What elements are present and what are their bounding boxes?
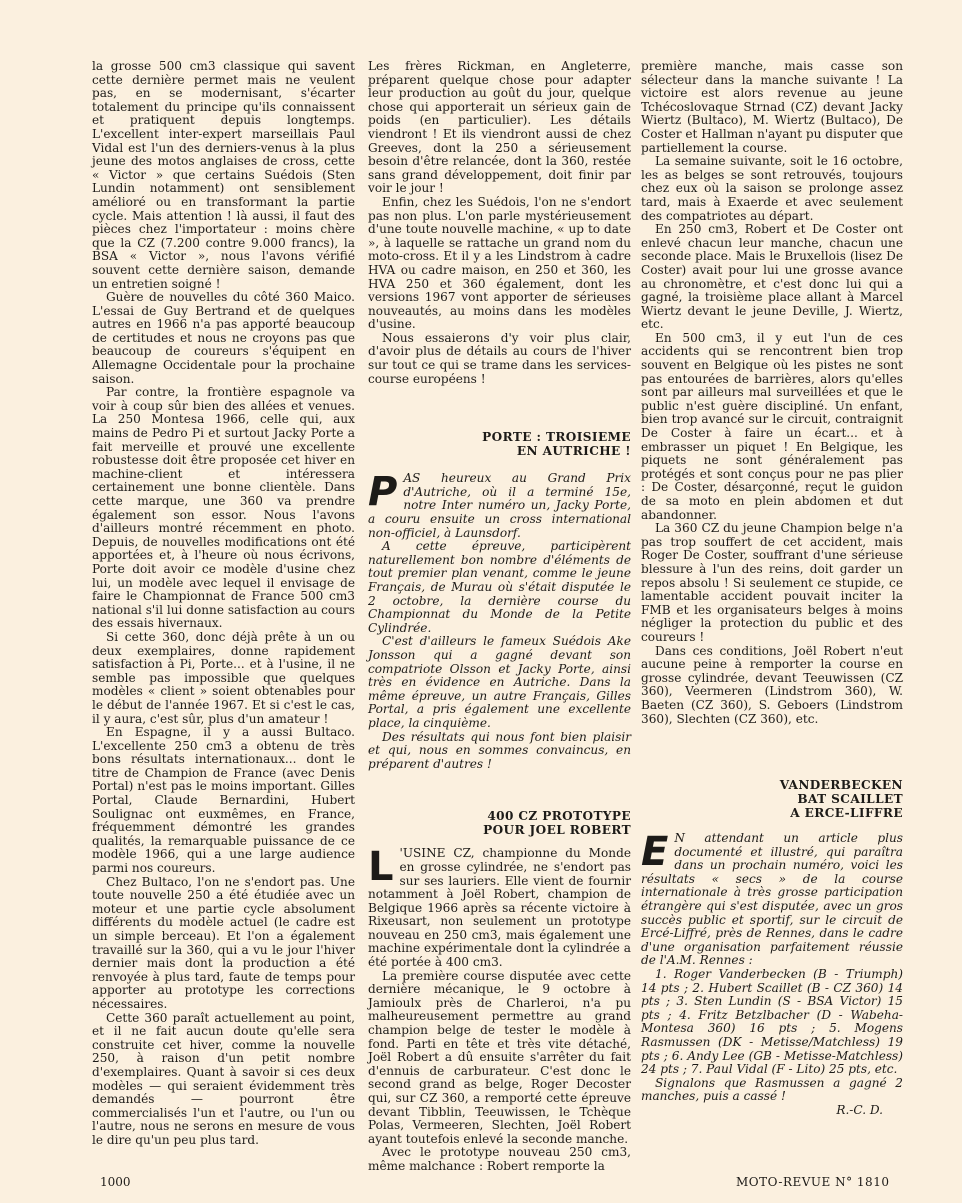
column-right xyxy=(641,60,903,1118)
article-paragraph: Des résultats qui nous font bien plaisir et qui, nous en sommes convaincus, en préparent d'autres ! xyxy=(368,729,631,771)
article-paragraph: Si cette 360, donc déjà prête à un ou deux exemplaires, donne rapidement satisfaction à Pi, Porte... et à l'usine, il ne semble pas impossible que quelques modèles « client » soient obtenables pour le début de l'année 1967. Et si c'est le cas, il y aura, c'est sûr, plus d'un amateur ! xyxy=(92,629,355,726)
article-paragraph: Chez Bultaco, l'on ne s'endort pas. Une toute nouvelle 250 a été étudiée avec un moteur et une partie cycle absolument différents du modèle actuel (le cadre est un simple berceau). Et l'on a également travaillé sur la 360, qui a vu le jour l'hiver dernier mais dont la production a été renvoyée à plus tard, faute de temps pour apporter au prototype les corrections nécessaires. xyxy=(92,874,355,1011)
article-paragraph: C'est d'ailleurs le fameux Suédois Ake Jonsson qui a gagné devant son compatriote Olsson et Jacky Porte, ainsi très en évidence en Autriche. Dans la même épreuve, un autre Français, Gilles Portal, a pris également une excellente place, la cinquième. xyxy=(368,634,631,730)
article-paragraph: A cette épreuve, participèrent naturellement bon nombre d'éléments de tout premier plan venant, comme le jeune Français, de Murau où s'était disputée le 2 octobre, la dernière course du Championnat du Monde de la Petite Cylindrée. xyxy=(368,539,631,635)
drop-cap: E xyxy=(641,829,669,876)
drop-cap-text: 'USINE CZ, championne du Monde en grosse cylindrée, ne s'endort pas sur ses lauriers. Elle vient de fournir notamment à Joël Robert, champion de Belgique 1966 après sa récente victoire à Rixeusart, non seulement un prototype nouveau en 250 cm3, mais également une machine expérimentale dont la cylindrée a été portée à 400 cm3. xyxy=(368,846,631,970)
article-paragraph: Par contre, la frontière espagnole va voir à coup sûr bien des allées et venues. La 250 Montesa 1966, celle qui, aux mains de Pedro Pi et surtout Jacky Porte a fait merveille et prouvé une excellente robustesse doit être proposée cet hiver en machine-client et intéressera certainement une bonne clientèle. Dans cette marque, une 360 va prendre également son essor. Nous l'avons d'ailleurs montré récemment en photo. Depuis, de nouvelles modifications ont été apportées et, à l'heure où nous écrivons, Porte doit avoir ce modèle d'usine chez lui, un modèle avec lequel il envisage de faire le Championnat de France 500 cm3 national s'il lui donne satisfaction au cours des essais hivernaux. xyxy=(92,385,355,631)
article-paragraph: La 360 CZ du jeune Champion belge n'a pas trop souffert de cet accident, mais Roger De Coster, souffrant d'une sérieuse blessure à l'un des reins, doit garder un repos absolu ! Si seulement ce stupide, ce lamentable accident pouvait inciter la FMB et les organisateurs belges à moins négliger la protection du public et des coureurs ! xyxy=(641,521,903,644)
article-paragraph: Enfin, chez les Suédois, l'on ne s'endort pas non plus. L'on parle mystérieusement d'une toute nouvelle machine, « up to date », à laquelle se rattache un grand nom du moto-cross. Et il y a les Lindstrom à cadre HVA ou cadre maison, en 250 et 360, les HVA 250 et 360 également, dont les versions 1967 vont apporter de sérieuses nouveautés, au moins dans les modèles d'usine. xyxy=(368,194,631,332)
article-paragraph: Cette 360 paraît actuellement au point, et il ne fait aucun doute qu'elle sera construite cet hiver, comme la nouvelle 250, à raison d'un petit nombre d'exemplaires. Quant à savoir si ces deux modèles — qui seraient évidemment très demandés — pourront être commercialisés l'un et l'autre, ou l'un ou l'autre, nous ne serons en mesure de vous le dire qu'un peu plus tard. xyxy=(92,1010,355,1147)
article-paragraph: Signalons que Rasmussen a gagné 2 manches, puis a cassé ! xyxy=(641,1075,903,1104)
column-middle xyxy=(368,60,631,1174)
column-left xyxy=(92,60,355,1148)
article-paragraph: 1. Roger Vanderbecken (B - Triumph) 14 pts ; 2. Hubert Scaillet (B - CZ 360) 14 pts ; 3. Sten Lundin (S - BSA Victor) 15 pts ; 4. Fritz Betzlbacher (D - Wabeha-Montesa 360) 16 pts ; 5. Mogens Rasmussen (DK - Metisse/Matchless) 19 pts ; 6. Andy Lee (GB - Metisse-Matchless) 24 pts ; 7. Paul Vidal (F - Lito) 25 pts, etc. xyxy=(641,967,903,1077)
article-paragraph: La première course disputée avec cette dernière mécanique, le 9 octobre à Jamioulx près de Charleroi, n'a pu malheureusement permettre au grand champion belge de tester le modèle à fond. Parti en tête et très vite détaché, Joël Robert a dû ensuite s'arrêter du fait d'ennuis de carburateur. C'est donc le second grand as belge, Roger Decoster qui, sur CZ 360, a remporté cette épreuve devant Tibblin, Teeuwissen, le Tchèque Polas, Vermeeren, Slechten, Joël Robert ayant toutefois enlevé la seconde manche. xyxy=(368,968,631,1146)
article-paragraph: En 500 cm3, il y eut l'un de ces accidents qui se rencontrent bien trop souvent en Belgique où les pistes ne sont pas entourées de barrières, alors qu'elles sont par ailleurs mal surveillées et que le public n'est guère discipliné. Un enfant, bien trop avancé sur le circuit, contraignit De Coster à faire un écart... et à embrasser un piquet ! En Belgique, les piquets ne sont généralement pas protégés et sont conçus pour ne pas plier : De Coster, désarçonné, reçut le guidon de sa moto en plein abdomen et dut abandonner. xyxy=(641,330,903,522)
drop-cap-text: N attendant un article plus documenté et illustré, qui paraîtra dans un prochain numéro, voici les résultats « secs » de la course internationale à très grosse participation étrangère qui s'est disputée, avec un gros succès public et sportif, sur le circuit de Ercé-Liffré, près de Rennes, dans le cadre d'une organisation parfaitement réussie de l'A.M. Rennes : xyxy=(641,831,903,968)
section-heading: VANDERBECKEN BAT SCAILLET A ERCE-LIFFRE xyxy=(779,778,903,821)
article-paragraph: En 250 cm3, Robert et De Coster ont enlevé chacun leur manche, chacun une seconde place. Mais le Bruxellois (lisez De Coster) avait pour lui une grosse avance au chronomètre, et c'est donc lui qui a gagné, la troisième place allant à Marcel Wiertz devant le jeune Deville, J. Wiertz, etc. xyxy=(641,222,903,332)
article-paragraph: la grosse 500 cm3 classique qui savent cette dernière permet mais ne veulent pas, en se modernisant, s'écarter totalement du principe qu'ils connaissent et pratiquent depuis longtemps. L'excellent inter-expert marseillais Paul Vidal est l'un des derniers-venus à la plus jeune des motos anglaises de cross, cette « Victor » que certains Suédois (Sten Lundin notamment) ont sensiblement amélioré ou en transformant la partie cycle. Mais attention ! là aussi, il faut des pièces chez l'importateur : moins chère que la CZ (7.200 contre 9.000 francs), la BSA « Victor », nous l'avons vérifié souvent cette dernière saison, demande un entretien soigné ! xyxy=(92,59,355,291)
article-paragraph: première manche, mais casse son sélecteur dans la manche suivante ! La victoire est alors revenue au jeune Tchécoslovaque Strnad (CZ) devant Jacky Wiertz (Bultaco), M. Wiertz (Bultaco), De Coster et Hallman n'ayant pu disputer que partiellement la course. xyxy=(641,59,903,155)
article-paragraph xyxy=(641,829,903,968)
article-paragraph: Nous essaierons d'y voir plus clair, d'avoir plus de détails au cours de l'hiver sur tout ce qui se trame dans les services-course européens ! xyxy=(368,330,631,386)
magazine-issue: MOTO-REVUE N° 1810 xyxy=(736,1175,890,1189)
section-heading: 400 CZ PROTOTYPE POUR JOEL ROBERT xyxy=(483,809,631,838)
article-paragraph: Les frères Rickman, en Angleterre, préparent quelque chose pour adapter leur production au goût du jour, quelque chose qui apporterait un sérieux gain de poids (en particulier). Les détails viendront ! Et ils viendront aussi de chez Greeves, dont la 250 a sérieusement besoin d'être relancée, dont la 360, restée sans grand développement, doit finir par voir le jour ! xyxy=(368,59,631,196)
section-heading: PORTE : TROISIEME EN AUTRICHE ! xyxy=(482,430,631,459)
drop-cap-text: AS heureux au Grand Prix d'Autriche, où il a terminé 15e, notre Inter numéro un, Jacky Porte, a couru ensuite un cross international non-officiel, à Launsdorf. xyxy=(368,471,631,540)
article-paragraph: En Espagne, il y a aussi Bultaco. L'excellente 250 cm3 a obtenu de très bons résultats internationaux... dont le titre de Champion de France (avec Denis Portal) n'est pas le moins important. Gilles Portal, Claude Bernardini, Hubert Soulignac ont euxmêmes, en France, fréquemment démontré les grandes qualités, la remarquable puissance de ce modèle 1966, qui a une large audience parmi nos coureurs. xyxy=(92,725,355,876)
article-paragraph: La semaine suivante, soit le 16 octobre, les as belges se sont retrouvés, toujours chez eux où la saison se prolonge assez tard, mais à Exaerde et avec seulement des compatriotes au départ. xyxy=(641,154,903,223)
article-paragraph: Avec le prototype nouveau 250 cm3, même malchance : Robert remporte la xyxy=(368,1145,631,1173)
article-paragraph xyxy=(368,469,631,540)
drop-cap: L xyxy=(368,844,394,891)
article-paragraph xyxy=(368,844,631,970)
article-paragraph: Dans ces conditions, Joël Robert n'eut aucune peine à remporter la course en grosse cylindrée, devant Teeuwissen (CZ 360), Veermeren (Lindstrom 360), W. Baeten (CZ 360), S. Geboers (Lindstrom 360), Slechten (CZ 360), etc. xyxy=(641,643,903,726)
page-number: 1000 xyxy=(100,1175,131,1189)
article-paragraph: Guère de nouvelles du côté 360 Maico. L'essai de Guy Bertrand et de quelques autres en 1966 n'a pas apporté beaucoup de certitudes et nous ne croyons pas que beaucoup de coureurs s'équipent en Allemagne Occidentale pour la prochaine saison. xyxy=(92,290,355,386)
drop-cap: P xyxy=(368,469,398,516)
author-signature: R.-C. D. xyxy=(836,1102,883,1117)
